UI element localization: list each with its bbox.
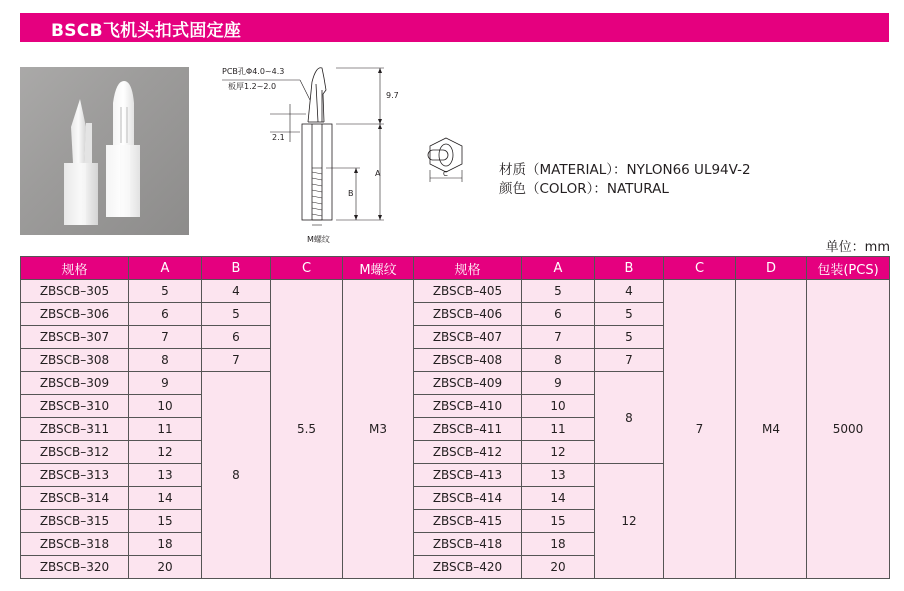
b-cell: 8 [595,372,664,464]
model-cell: ZBSCB–314 [21,487,129,510]
product-photo-illustration [20,67,189,235]
a-cell: 20 [522,556,595,579]
unit-label: 单位：mm [825,240,890,255]
a-cell: 6 [522,303,595,326]
b-cell: 7 [202,349,271,372]
header-cell: M螺纹 [343,257,414,280]
pack-cell: 5000 [807,280,890,579]
model-cell: ZBSCB–315 [21,510,129,533]
a-cell: 15 [129,510,202,533]
model-cell: ZBSCB–412 [414,441,522,464]
a-cell: 9 [522,372,595,395]
header-cell: 规格 [414,257,522,280]
a-cell: 10 [129,395,202,418]
header-cell: A [522,257,595,280]
model-cell: ZBSCB–415 [414,510,522,533]
a-cell: 9 [129,372,202,395]
header-cell: B [595,257,664,280]
table-row [21,280,890,303]
a-cell: 18 [129,533,202,556]
dim-b-label: B [348,189,354,198]
a-cell: 18 [522,533,595,556]
model-cell: ZBSCB–408 [414,349,522,372]
model-cell: ZBSCB–320 [21,556,129,579]
page-title: BSCB飞机头扣式固定座 [51,21,242,41]
d-cell: M4 [736,280,807,579]
c-cell: 5.5 [271,280,343,579]
color-line: 颜色（COLOR）：NATURAL [499,181,669,197]
a-cell: 8 [129,349,202,372]
model-cell: ZBSCB–405 [414,280,522,303]
a-cell: 10 [522,395,595,418]
model-cell: ZBSCB–312 [21,441,129,464]
b-cell: 12 [595,464,664,579]
header-cell: 包装(PCS) [807,257,890,280]
header-cell: C [664,257,736,280]
model-cell: ZBSCB–308 [21,349,129,372]
a-cell: 15 [522,510,595,533]
a-cell: 5 [522,280,595,303]
header-cell: C [271,257,343,280]
b-cell: 4 [595,280,664,303]
dim-97-label: 9.7 [386,91,399,100]
b-cell: 5 [595,303,664,326]
model-cell: ZBSCB–311 [21,418,129,441]
model-cell: ZBSCB–420 [414,556,522,579]
model-cell: ZBSCB–406 [414,303,522,326]
material-specs [499,161,751,199]
a-cell: 12 [522,441,595,464]
product-photo [20,67,189,235]
header-cell: 规格 [21,257,129,280]
model-cell: ZBSCB–410 [414,395,522,418]
header-cell: B [202,257,271,280]
a-cell: 14 [129,487,202,510]
thread-label: M螺纹 [307,235,330,244]
model-cell: ZBSCB–307 [21,326,129,349]
b-cell: 7 [595,349,664,372]
model-cell: ZBSCB–418 [414,533,522,556]
model-cell: ZBSCB–305 [21,280,129,303]
a-cell: 5 [129,280,202,303]
model-cell: ZBSCB–318 [21,533,129,556]
dim-21-label: 2.1 [272,133,285,142]
a-cell: 7 [129,326,202,349]
dim-c-label: C [443,170,448,178]
title-bar [20,13,889,42]
header-cell: D [736,257,807,280]
a-cell: 11 [129,418,202,441]
a-cell: 7 [522,326,595,349]
standoff-dimension-drawing [210,60,470,250]
b-cell: 4 [202,280,271,303]
a-cell: 12 [129,441,202,464]
table-header-row [21,257,890,280]
model-cell: ZBSCB–306 [21,303,129,326]
a-cell: 14 [522,487,595,510]
material-line: 材质（MATERIAL）：NYLON66 UL94V-2 [499,162,751,178]
spec-table [20,256,890,579]
model-cell: ZBSCB–313 [21,464,129,487]
b-cell: 5 [202,303,271,326]
a-cell: 8 [522,349,595,372]
technical-drawing [210,60,470,250]
model-cell: ZBSCB–309 [21,372,129,395]
a-cell: 13 [129,464,202,487]
model-cell: ZBSCB–310 [21,395,129,418]
model-cell: ZBSCB–411 [414,418,522,441]
b-cell: 6 [202,326,271,349]
model-cell: ZBSCB–414 [414,487,522,510]
a-cell: 11 [522,418,595,441]
c-cell: 7 [664,280,736,579]
pcb-hole-label: PCB孔Φ4.0~4.3 [222,67,285,76]
model-cell: ZBSCB–409 [414,372,522,395]
model-cell: ZBSCB–407 [414,326,522,349]
model-cell: ZBSCB–413 [414,464,522,487]
a-cell: 20 [129,556,202,579]
b-cell: 8 [202,372,271,579]
dim-a-label: A [375,169,381,178]
m-thread-cell: M3 [343,280,414,579]
thickness-label: 板厚1.2~2.0 [228,82,277,91]
a-cell: 6 [129,303,202,326]
header-cell: A [129,257,202,280]
a-cell: 13 [522,464,595,487]
b-cell: 5 [595,326,664,349]
